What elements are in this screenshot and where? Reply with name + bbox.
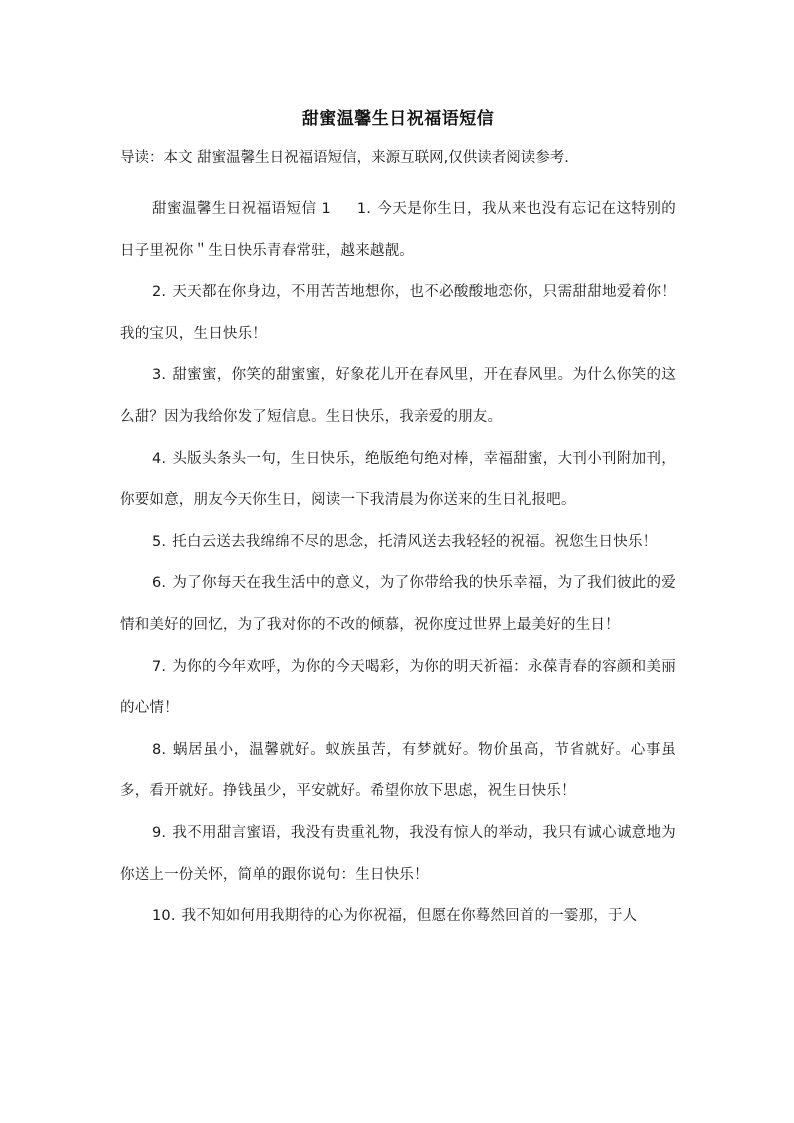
item-number: 2. [152,284,167,301]
paragraph-2 [120,272,676,355]
paragraph-5 [120,522,676,564]
paragraph-4 [120,439,676,522]
item-text: 头版头条头一句，生日快乐，绝版绝句绝对棒，幸福甜蜜，大刊小刊附加刊，你要如意，朋友今天你生日，阅读一下我清晨为你送来的生日礼报吧。 [120,450,676,509]
section-heading: 甜蜜温馨生日祝福语短信 1 [152,201,331,217]
item-number: 7. [152,658,167,675]
intro-text: 导读：本文 甜蜜温馨生日祝福语短信，来源互联网,仅供读者阅读参考. [120,150,569,166]
item-text: 蜗居虽小，温馨就好。蚁族虽苦，有梦就好。物价虽高，节省就好。心事虽多，看开就好。挣钱虽少，平安就好。希望你放下思虑，祝生日快乐！ [120,741,676,800]
item-text: 为你的今年欢呼，为你的今天喝彩，为你的明天祈福：永葆青春的容颜和美丽的心情！ [120,658,676,717]
item-number: 1. [356,201,372,217]
item-text: 甜蜜蜜，你笑的甜蜜蜜，好象花儿开在春风里，开在春风里。为什么你笑的这么甜？因为我给你发了短信息。生日快乐，我亲爱的朋友。 [120,367,676,425]
paragraph-7 [120,647,676,730]
paragraph-3 [120,355,676,438]
item-number: 8. [152,741,167,758]
item-text: 我不用甜言蜜语，我没有贵重礼物，我没有惊人的举动，我只有诚心诚意地为你送上一份关怀，简单的跟你说句：生日快乐！ [120,824,676,883]
item-number: 6. [152,575,167,592]
item-number: 5. [152,533,167,550]
document-title: 甜蜜温馨生日祝福语短信 [301,109,495,129]
paragraph-9 [120,813,676,896]
item-text: 托白云送去我绵绵不尽的思念，托清风送去我轻轻的祝福。祝您生日快乐！ [172,533,658,550]
item-text: 天天都在你身边，不用苦苦地想你，也不必酸酸地恋你，只需甜甜地爱着你！我的宝贝，生日快乐！ [120,284,676,342]
item-number: 4. [152,450,167,467]
paragraph-10 [120,896,676,938]
document-page [120,104,676,938]
item-text: 我不知如何用我期待的心为你祝福，但愿在你蓦然回首的一霎那，于人 [181,908,638,925]
item-number: 9. [152,824,167,841]
paragraph-6 [120,563,676,646]
paragraph-1 [120,189,676,272]
item-text: 今天是你生日，我从来也没有忘记在这特别的日子里祝你＂生日快乐青春常驻，越来越靓。 [120,201,677,259]
item-number: 3. [152,367,167,384]
paragraph-8 [120,730,676,813]
item-text: 为了你每天在我生活中的意义，为了你带给我的快乐幸福，为了我们彼此的爱情和美好的回忆，为了我对你的不改的倾慕，祝你度过世界上最美好的生日！ [120,575,676,633]
item-number: 10. [152,908,176,925]
